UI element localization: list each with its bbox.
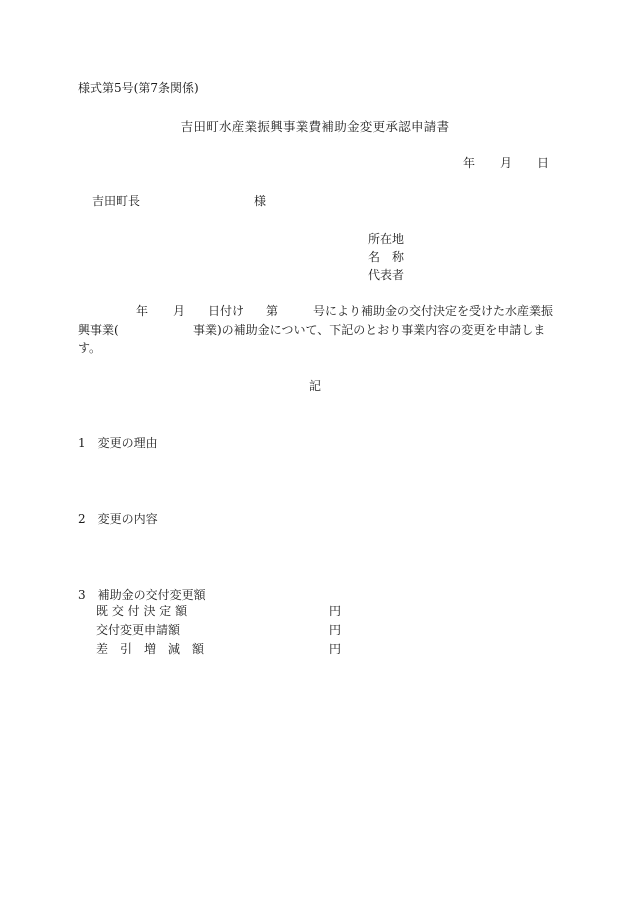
body-year: 年	[136, 304, 149, 318]
body-line3: す。	[78, 341, 102, 355]
section-number: 2	[78, 512, 86, 526]
section-title: 変更の理由	[97, 436, 158, 450]
addressee-name: 吉田町長	[92, 194, 141, 208]
applicant-location-label: 所在地	[368, 232, 405, 246]
section-number: 3	[78, 588, 86, 602]
amount-label-decided: 既 交 付 決 定 額	[96, 604, 188, 618]
amount-unit-requested: 円	[329, 623, 342, 637]
body-line2-start: 興事業(	[78, 323, 119, 337]
amount-unit-difference: 円	[329, 642, 342, 656]
section-title: 変更の内容	[97, 512, 158, 526]
section-number: 1	[78, 436, 86, 450]
body-line2-rest: 事業)の補助金について、下記のとおり事業内容の変更を申請しま	[193, 323, 546, 337]
body-day-dated: 日付け	[208, 304, 245, 318]
amount-label-requested: 交付変更申請額	[96, 623, 181, 637]
body-month: 月	[173, 304, 186, 318]
body-line1-rest: 号により補助金の交付決定を受けた水産業振	[313, 304, 554, 318]
date-month-label: 月	[500, 156, 513, 170]
section-title: 補助金の交付変更額	[97, 588, 206, 602]
amount-unit-decided: 円	[329, 604, 342, 618]
date-year-label: 年	[463, 156, 476, 170]
ki-heading: 記	[308, 379, 321, 393]
applicant-name-label: 名 称	[368, 250, 405, 264]
amount-label-difference: 差 引 増 減 額	[96, 642, 205, 656]
section-3-heading	[78, 589, 206, 601]
addressee-honorific: 様	[254, 194, 267, 208]
date-day-label: 日	[537, 156, 550, 170]
body-dai: 第	[266, 304, 279, 318]
form-number-label: 様式第5号(第7条関係)	[78, 81, 199, 95]
section-2-heading	[78, 513, 158, 525]
section-1-heading	[78, 437, 158, 449]
applicant-representative-label: 代表者	[368, 268, 405, 282]
document-title: 吉田町水産業振興事業費補助金変更承認申請書	[180, 119, 450, 134]
